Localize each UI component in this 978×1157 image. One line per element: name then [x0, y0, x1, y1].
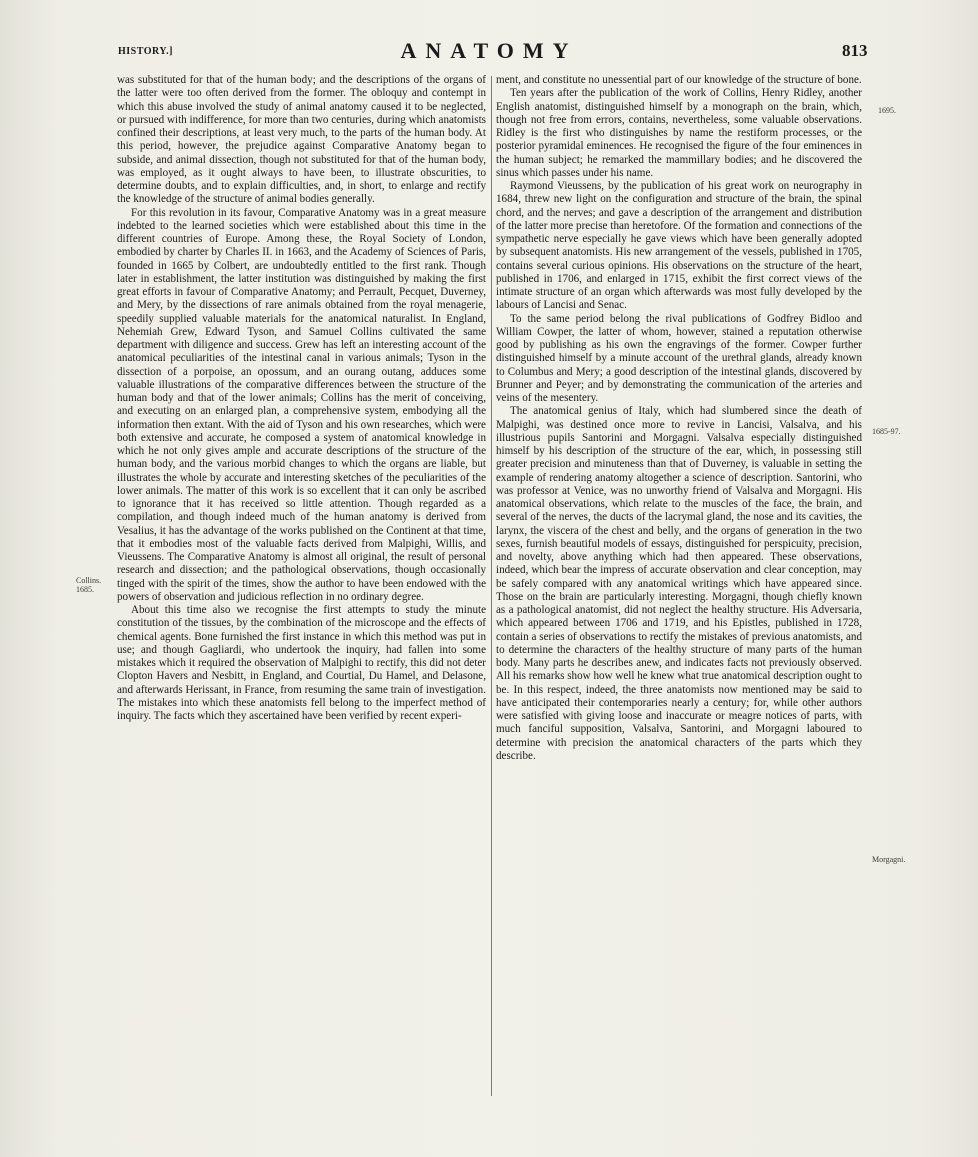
column-divider	[491, 76, 492, 1096]
running-header	[0, 38, 978, 68]
paragraph: To the same period belong the rival publications of Godfrey Bidloo and William Cowper, the latter of whom, however, stained a reputation otherwise good by publishing as his own the engravings of the former. Cowper further distinguished himself by a minute account of the urethral glands, already known to Columbus and Mery; a good description of the intestinal glands, discovered by Brunner and Peyer; and by demonstrating the communication of the arteries and veins of the mesentery.	[496, 312, 862, 404]
paragraph: About this time also we recognise the first attempts to study the minute constitution of the tissues, by the combination of the microscope and the effects of chemical agents. Bone furnished the first instance in which this method was put in use; and though Gagliardi, who undertook the inquiry, had fallen into some mistakes which it required the observation of Malpighi to rectify, this did not deter Clopton Havers and Nesbitt, in England, and Courtial, Du Hamel, and Delasone, and afterwards Herissant, in France, from resuming the same train of investigation. The mistakes into which these anatomists fell belong to the imperfect method of inquiry. The facts which they ascertained have been verified by recent experi-	[117, 604, 486, 722]
margin-note-year: 1685.	[76, 585, 94, 594]
margin-note-morgagni: Morgagni.	[872, 855, 906, 864]
paragraph: was substituted for that of the human body; and the descriptions of the organs of the latter were too often derived from the former. The obloquy and contempt in which this abuse involved the study of animal anatomy caused it to be neglected, or pursued with indifference, for more than two centuries, during which anatomists confined their descriptions, at least very much, to the parts of the human body. At this period, however, the prejudice against Comparative Anatomy began to subside, and animal dissection, though not substituted for that of the human body, was employed, as it ought always to have been, to illustrate obscurities, to determine doubts, and to explain difficulties, and, in short, to enlarge and rectify the knowledge of the structure of animal bodies generally.	[117, 74, 486, 206]
paragraph: ment, and constitute no unessential part of our knowledge of the structure of bone.	[496, 74, 862, 86]
paragraph: For this revolution in its favour, Comparative Anatomy was in a great measure indebted to the learned societies which were established about this time in the different countries of Europe. Among these, the Royal Society of London, embodied by charter by Charles II. in 1663, and the Academy of Sciences of Paris, founded in 1665 by Colbert, are undoubtedly entitled to the first rank. Though later in establishment, the latter institution was distinguished by making the first great efforts in favour of Comparative Anatomy; and Perrault, Pecquet, Duverney, and Mery, by the dissections of rare animals obtained from the royal menagerie, speedily supplied valuable materials for the anatomical naturalist. In England, Nehemiah Grew, Edward Tyson, and Samuel Collins cultivated the same department with diligence and success. Grew has left an interesting account of the anatomical peculiarities of the intestinal canal in various animals; Tyson in the dissection of a porpoise, an opossum, and an ourang outang, adduces some valuable illustrations of the comparative differences between the structure of the human body and that of the lower animals; Collins has the merit of conceiving, and executing on an enlarged plan, a comprehensive system, embodying all the information then extant. With the aid of Tyson and his own researches, which were both extensive and accurate, he composed a system of anatomical knowledge in which he not only gives ample and accurate descriptions of the structure of the human body, and the various morbid changes to which the organs are liable, but illustrates the whole by accurate and interesting sketches of the peculiarities of the lower animals. The matter of this work is so excellent that it can only be ascribed to ignorance that it has received so little attention. Though regarded as a compilation, and though indeed much of the human anatomy is derived from Vesalius, it has the advantage of the works published on the Continent at that time, that it embodies most of the valuable facts derived from Malpighi, Willis, and Vieussens. The Comparative Anatomy is almost all original, the result of personal research and dissection; and the pathological observations, though occasionally tinged with the spirit of the times, show the author to have been endowed with the powers of observation and judicious reflection in no ordinary degree.	[117, 206, 486, 603]
margin-note-text: Collins.	[76, 576, 102, 585]
page-number: 813	[842, 41, 868, 60]
paragraph: Raymond Vieussens, by the publication of his great work on neurography in 1684, threw new light on the configuration and structure of the brain, the spinal chord, and the nerves; and gave a description of the arrangement and distribution of the latter more precise than heretofore. Of the formation and connections of the sympathetic nerve especially he gave views which have been generally adopted by subsequent anatomists. His new arrangement of the vessels, published in 1705, contains several curious opinions. His observations on the structure of the heart, published in 1706, and enlarged in 1715, exhibit the first correct views of the intimate structure of an organ which afterwards was most fully developed by the labours of Lancisi and Senac.	[496, 180, 862, 312]
paragraph: The anatomical genius of Italy, which had slumbered since the death of Malpighi, was destined once more to revive in Lancisi, Valsalva, and his illustrious pupils Santorini and Morgagni. Valsalva especially distinguished himself by his description of the structure of the ear, which, in possessing still greater precision and minuteness than that of Duverney, is valuable in setting the example of rendering anatomy altogether a science of description. Santorini, who was professor at Venice, was no unworthy friend of Valsalva and Morgagni. His anatomical observations, which relate to the muscles of the face, the brain, and several of the nerves, the ducts of the lacrymal gland, the nose and its cavities, the larynx, the viscera of the chest and belly, and the organs of generation in the two sexes, furnish beautiful models of essays, distinguished for perspicuity, precision, and novelty, above anything which had then appeared. These observations, indeed, which bear the impress of accurate observation and clear conception, may be safely compared with any anatomical writings which have appeared since. Those on the brain are particularly interesting. Morgagni, though chiefly known as a pathological anatomist, did not neglect the healthy structure. His Adversaria, which appeared between 1706 and 1719, and his Epistles, published in 1728, contain a series of observations to rectify the mistakes of previous anatomists, and to determine the characters of the healthy structure of many parts of the human body. Many parts he describes anew, and indicates facts not previously observed. All his remarks show how well he knew what true anatomical description ought to be. In this respect, indeed, the three anatomists now mentioned may be said to have anticipated their contemporaries nearly a century; for, while other authors were satisfied with giving loose and inaccurate or meagre notices of parts, with much fanciful supposition, Valsalva, Santorini, and Morgagni laboured to determine with precision the anatomical characters of the parts which they describe.	[496, 405, 862, 762]
margin-note-collins	[76, 576, 101, 594]
margin-note-bidloo: 1685-97.	[872, 427, 901, 436]
right-column	[496, 74, 862, 763]
section-label: HISTORY.]	[118, 46, 174, 57]
paragraph: Ten years after the publication of the work of Collins, Henry Ridley, another English anatomist, distinguished himself by a monograph on the brain, which, though not free from errors, contains, nevertheless, some valuable observations. Ridley is the first who distinguishes by name the restiform processes, or the posterior pyramidal eminences. He recognised the figure of the four eminences in the human subject; he remarked the mammillary bodies; and he discovered the sinus which passes under his name.	[496, 87, 862, 179]
margin-note-ridley: 1695.	[878, 106, 896, 115]
page-title: ANATOMY	[400, 38, 578, 63]
left-column	[117, 74, 486, 723]
